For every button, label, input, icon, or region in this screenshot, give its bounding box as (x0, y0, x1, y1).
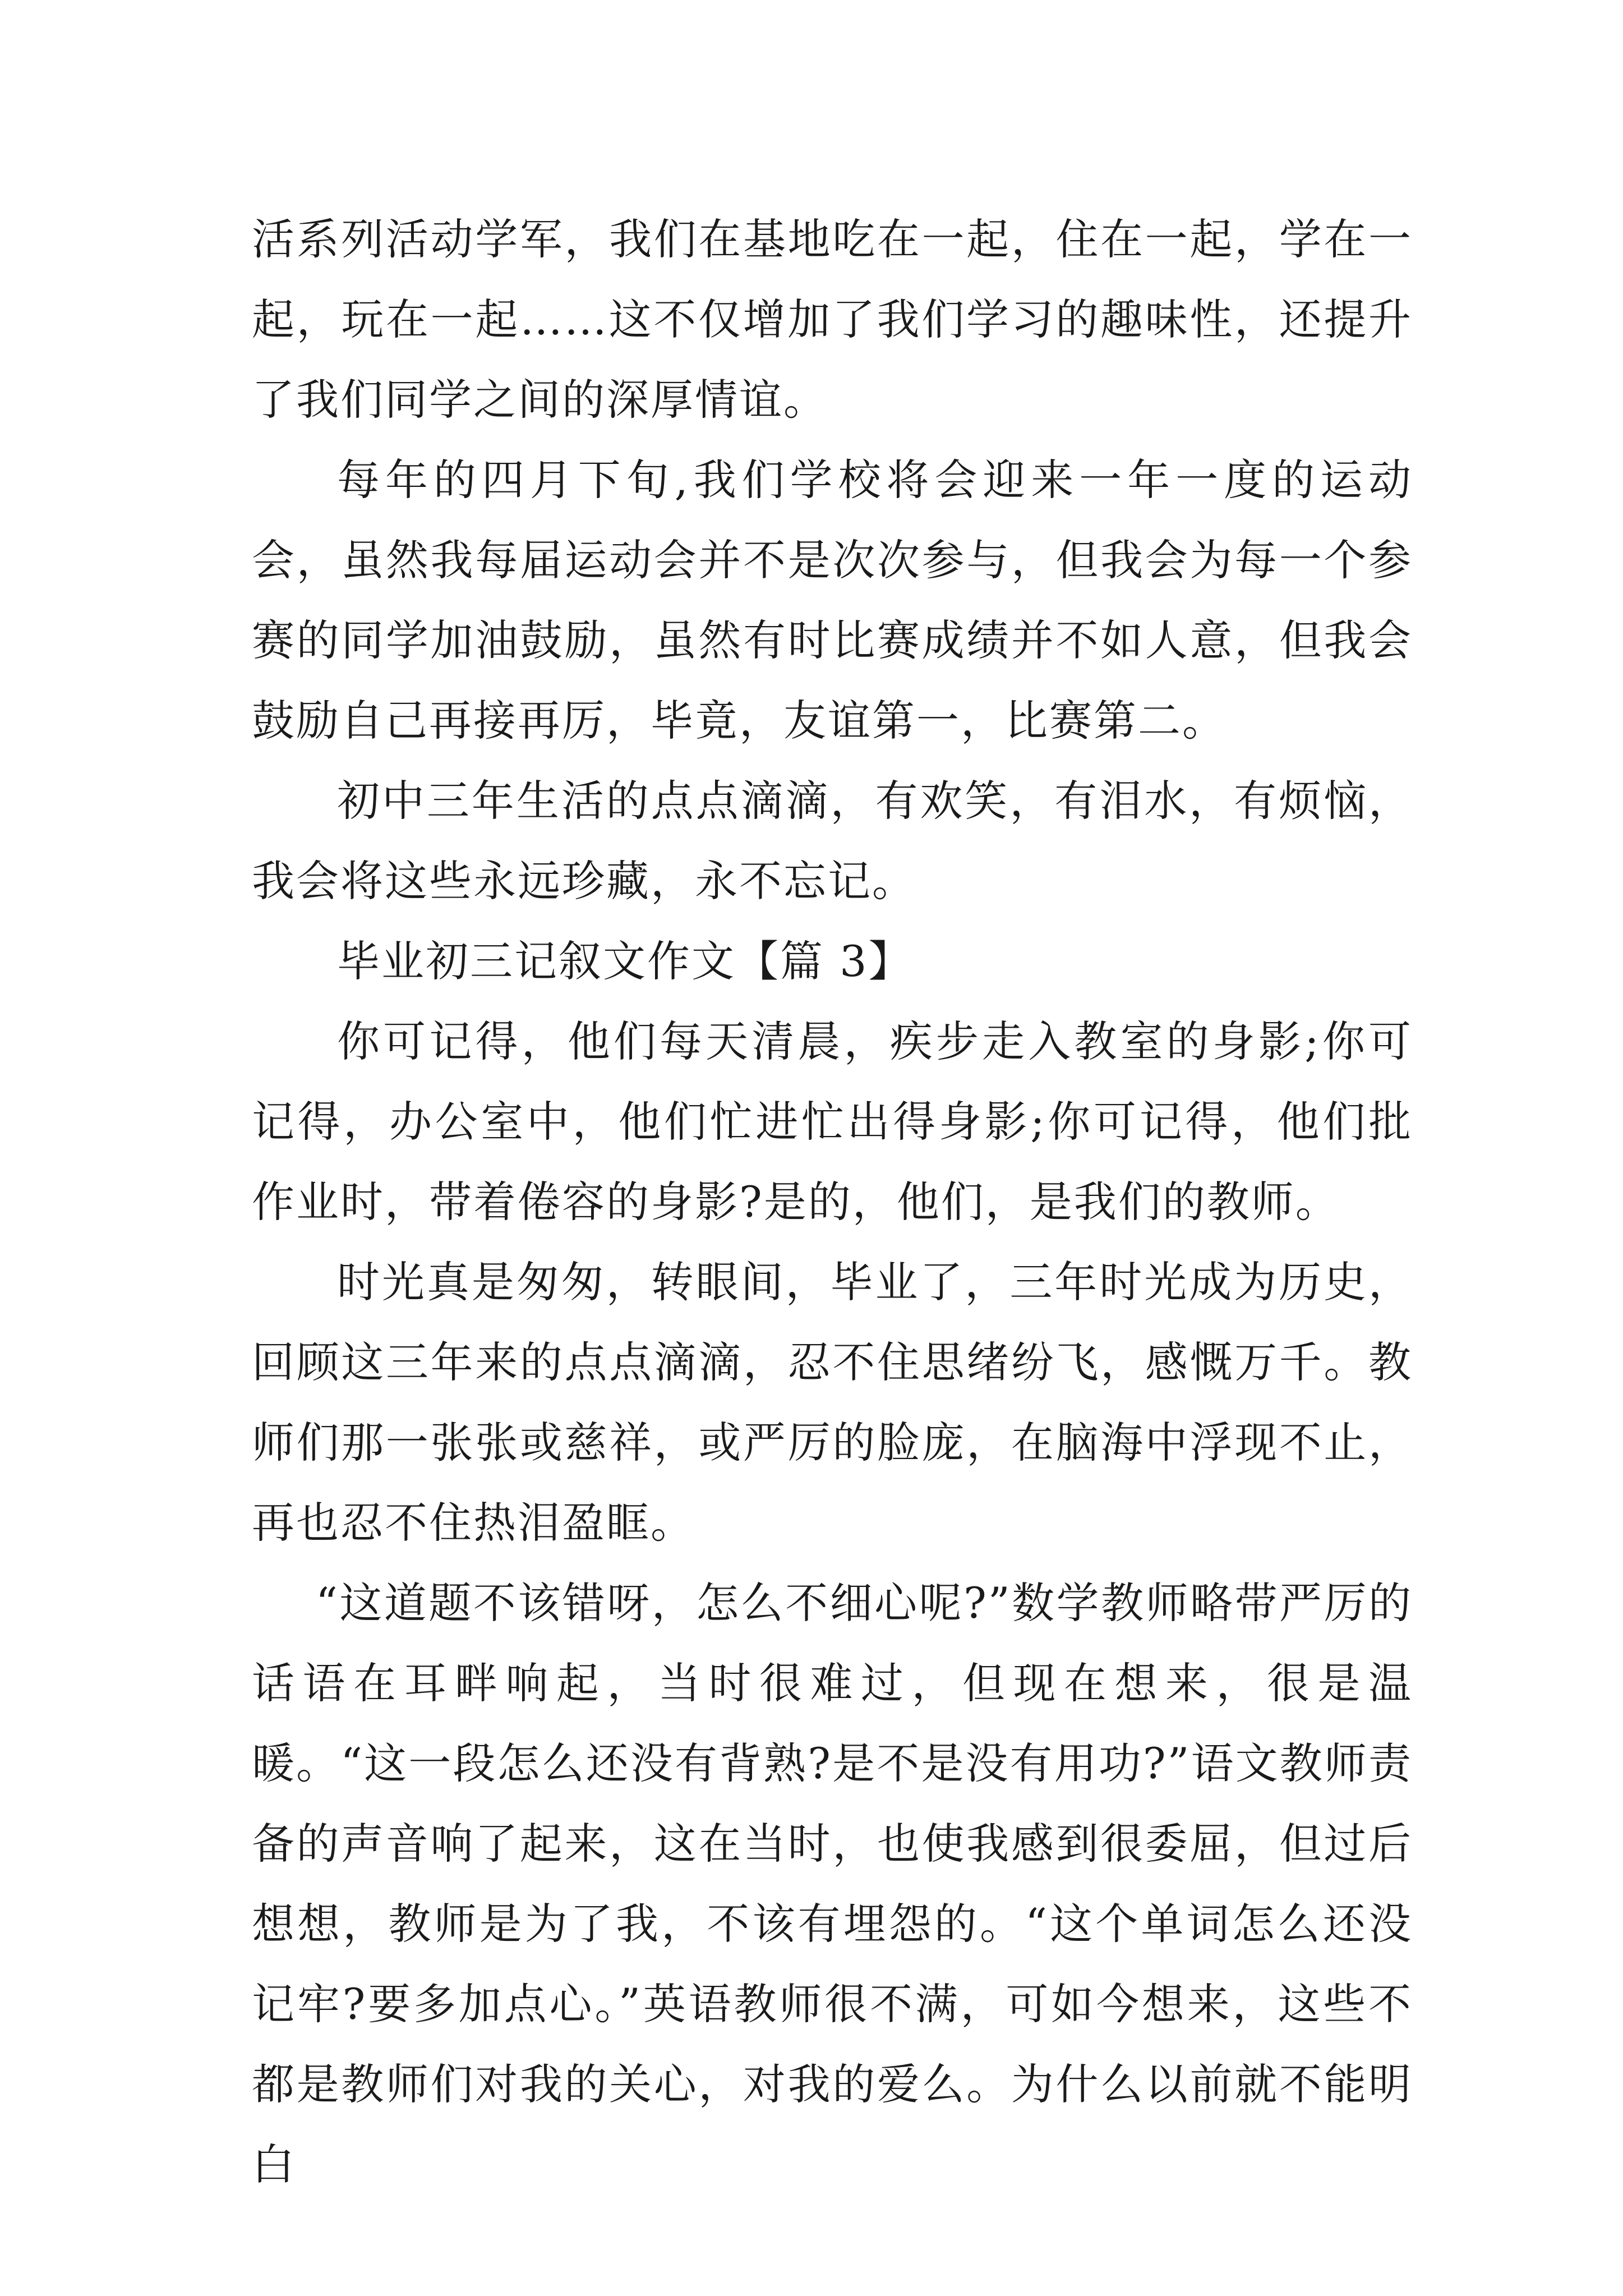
document-body (252, 199, 1413, 2205)
paragraph-time-flies: 时光真是匆匆，转眼间，毕业了，三年时光成为历史，回顾这三年来的点点滴滴，忍不住思绪纷飞，感慨万千。教师们那一张张或慈祥，或严厉的脸庞，在脑海中浮现不止，再也忍不住热泪盈眶。 (252, 1257, 1413, 1548)
paragraph-teachers-intro: 你可记得，他们每天清晨，疾步走入教室的身影;你可记得，办公室中，他们忙进忙出得身影;你可记得，他们批作业时，带着倦容的身影?是的，他们，是我们的教师。 (252, 1016, 1413, 1227)
paragraph-military-training: 活系列活动学军，我们在基地吃在一起，住在一起，学在一起，玩在一起……这不仅增加了我们学习的趣味性，还提升了我们同学之间的深厚情谊。 (252, 214, 1413, 425)
paragraph-memories: 初中三年生活的点点滴滴，有欢笑，有泪水，有烦恼，我会将这些永远珍藏，永不忘记。 (252, 776, 1413, 906)
paragraph-sports-meet: 每年的四月下旬,我们学校将会迎来一年一度的运动会，虽然我每届运动会并不是次次参与，但我会为每一个参赛的同学加油鼓励，虽然有时比赛成绩并不如人意，但我会鼓励自己再接再厉，毕竟，友谊第一，比赛第二。 (252, 455, 1413, 746)
paragraph-teacher-quotes: “这道题不该错呀，怎么不细心呢?”数学教师略带严厉的话语在耳畔响起，当时很难过，但现在想来，很是温暖。“这一段怎么还没有背熟?是不是没有用功?”语文教师责备的声音响了起来，这在当时，也使我感到很委屈，但过后想想，教师是为了我，不该有埋怨的。“这个单词怎么还没记牢?要多加点心。”英语教师很不满，可如今想来，这些不都是教师们对我的关心，对我的爱么。为什么以前就不能明白 (252, 1578, 1413, 2189)
section-heading: 毕业初三记叙文作文【篇 3】 (337, 936, 913, 986)
